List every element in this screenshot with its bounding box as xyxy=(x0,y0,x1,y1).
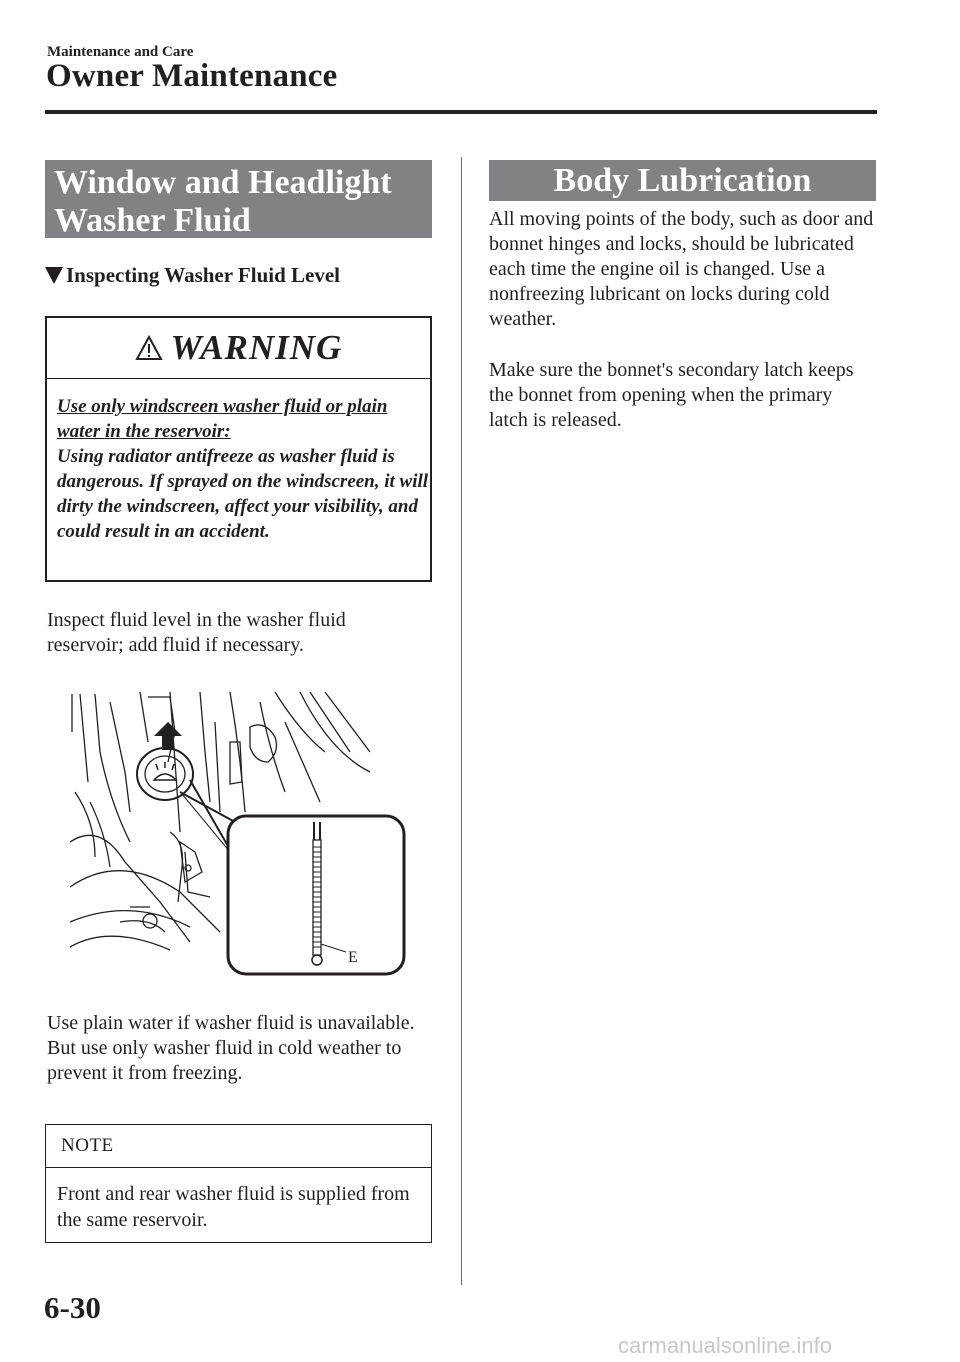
warning-box xyxy=(45,316,432,582)
page-title: Owner Maintenance xyxy=(46,58,338,94)
warning-text: Using radiator antifreeze as washer fluid is dangerous. If sprayed on the windscreen, it will dirty the windscreen, affect your visibility, and could result in an accident. xyxy=(57,446,429,542)
note-header xyxy=(46,1125,431,1168)
section-title-line1: Window and Headlight xyxy=(54,164,392,201)
section-banner-body-lubrication: Body Lubrication xyxy=(489,160,876,201)
paragraph-lubrication: All moving points of the body, such as door and bonnet hinges and locks, should be lubricated each time the engine oil is changed. Use a nonfreezing lubricant on locks during cold weather. xyxy=(489,208,874,330)
breadcrumb: Maintenance and Care xyxy=(47,44,194,60)
figure-label-e: E xyxy=(348,949,358,966)
section-title-line2: Washer Fluid xyxy=(54,202,251,239)
header-rule xyxy=(45,110,877,114)
paragraph-plain-water xyxy=(47,1011,427,1086)
subheading-text: Inspecting Washer Fluid Level xyxy=(66,263,341,287)
washer-symbol-icon xyxy=(154,762,176,780)
paragraph-plain-water-line1: Use plain water if washer fluid is unavailable. xyxy=(47,1012,415,1034)
note-body: Front and rear washer fluid is supplied from the same reservoir. xyxy=(57,1183,410,1231)
paragraph-secondary-latch: Make sure the bonnet's secondary latch keeps the bonnet from opening when the primary latch is released. xyxy=(489,359,854,431)
section-banner-washer-fluid xyxy=(45,160,432,238)
direction-arrow-icon xyxy=(154,722,182,750)
subheading-triangle-icon xyxy=(45,267,63,284)
page-number: 6-30 xyxy=(44,1290,101,1325)
note-box xyxy=(45,1124,432,1243)
paragraph-plain-water-line2: But use only washer fluid in cold weather to prevent it from freezing. xyxy=(47,1037,402,1084)
warning-lead: Use only windscreen washer fluid or plain water in the reservoir: xyxy=(57,396,388,442)
footer-credit[interactable]: carmanualsonline.info xyxy=(618,1333,833,1358)
warning-triangle-icon xyxy=(135,335,163,361)
washer-reservoir-figure xyxy=(70,692,410,980)
paragraph-inspect: Inspect fluid level in the washer fluid reservoir; add fluid if necessary. xyxy=(47,609,346,656)
note-label: NOTE xyxy=(61,1135,114,1156)
warning-header xyxy=(47,318,430,379)
subheading xyxy=(45,263,340,288)
warning-label: WARNING xyxy=(170,328,343,367)
column-divider xyxy=(461,157,462,1285)
warning-body xyxy=(57,394,429,544)
